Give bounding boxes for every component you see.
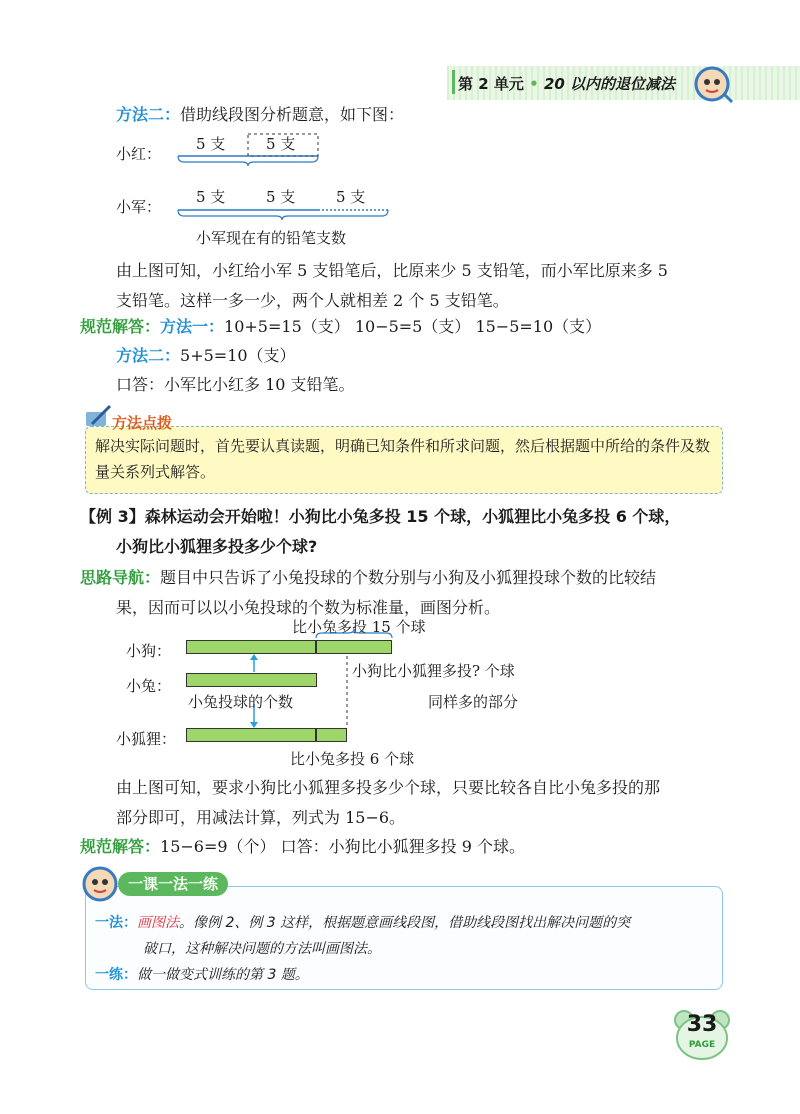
method2-label: 方法二： (116, 105, 181, 124)
para2-line2: 部分即可，用减法计算，列式为 15−6。 (116, 808, 406, 827)
xiaojun-label: 小军： (116, 198, 162, 216)
page-word: PAGE (688, 1040, 716, 1050)
method-tip-title: 方法点拨 (112, 414, 173, 432)
fox-label: 小狐狸： (116, 730, 177, 748)
guide-label: 思路导航： (80, 568, 161, 587)
seg-label-4: 5 支 (266, 188, 296, 206)
para1-line2: 支铅笔。这样一多一少，两个人就相差 2 个 5 支铅笔。 (116, 291, 509, 310)
summary-fa-text1: 。像例 2、例 3 这样，根据题意画线段图，借助线段图找出解决问题的突 (179, 915, 631, 931)
page-number: 33 (686, 1012, 718, 1037)
xiaohong-label: 小红： (116, 145, 162, 163)
header-title (458, 73, 675, 94)
example3-line1 (80, 502, 680, 532)
answer1-line (80, 312, 601, 342)
unit-topic: 20 以内的退位减法 (543, 75, 676, 93)
seg-label-5: 5 支 (336, 188, 366, 206)
summary-fa-line2: 破口，这种解决问题的方法叫画图法。 (143, 941, 381, 957)
top-label: 比小兔多投 15 个球 (292, 618, 426, 636)
answer1-m1-text: 10+5=15（支） 10−5=5（支） 15−5=10（支） (224, 317, 602, 336)
header-separator: • (529, 75, 539, 93)
answer1-reply: 口答：小军比小红多 10 支铅笔。 (116, 375, 355, 394)
segment-diagram (170, 128, 400, 238)
method2-line (116, 100, 404, 130)
summary-fa-label: 一法： (95, 915, 137, 931)
answer1-m2-line (116, 341, 296, 371)
answer1-m2-label: 方法二： (116, 346, 181, 365)
summary-lian-text: 做一做变式训练的第 3 题。 (137, 967, 309, 983)
method-tip-text: 解决实际问题时，首先要认真读题，明确已知条件和所求问题，然后根据题中所给的条件及数量关系列式解答。 (95, 437, 711, 481)
example3-label: 【例 3】 (80, 507, 145, 526)
guide-line1 (80, 563, 656, 593)
guide-text1: 题目中只告诉了小兔投球的个数分别与小狗及小狐狸投球个数的比较结 (160, 568, 657, 587)
answer1-m2-text: 5+5=10（支） (180, 346, 296, 365)
answer1-label: 规范解答： (80, 317, 161, 336)
answer2-label: 规范解答： (80, 837, 161, 856)
header-mark (452, 70, 455, 94)
answer2-text: 15−6=9（个） 口答：小狗比小狐狸多投 9 个球。 (160, 837, 525, 856)
summary-fa-line1 (95, 912, 630, 932)
summary-lian-label: 一练： (95, 967, 137, 983)
seg-label-2: 5 支 (266, 135, 296, 153)
method2-text: 借助线段图分析题意，如下图： (180, 105, 405, 124)
rabbit-label: 小兔： (126, 677, 172, 695)
example3-line2: 小狗比小狐狸多投多少个球? (116, 537, 318, 556)
summary-title: 一课一法一练 (118, 872, 228, 896)
same-part-label: 同样多的部分 (428, 693, 519, 711)
brace-caption: 小军现在有的铅笔支数 (196, 229, 347, 247)
brush-icon (84, 404, 114, 430)
seg-label-3: 5 支 (196, 188, 226, 206)
bottom-label: 比小兔多投 6 个球 (290, 750, 415, 768)
summary-lian-line (95, 964, 309, 984)
unit-label: 第 2 单元 (458, 75, 524, 93)
guide-line2: 果，因而可以以小兔投球的个数为标准量，画图分析。 (116, 598, 501, 617)
answer2-line (80, 832, 525, 862)
rabbit-caption: 小兔投球的个数 (188, 693, 294, 711)
question-label: 小狗比小狐狸多投? 个球 (352, 662, 515, 680)
mascot-icon (692, 64, 736, 104)
para1-line1: 由上图可知，小红给小军 5 支铅笔后，比原来少 5 支铅笔，而小军比原来多 5 (116, 261, 668, 280)
seg-label-1: 5 支 (196, 135, 226, 153)
para2-line1: 由上图可知，要求小狗比小狐狸多投多少个球，只要比较各自比小兔多投的那 (116, 778, 661, 797)
dog-label: 小狗： (126, 642, 172, 660)
mascot-icon (80, 864, 122, 904)
summary-fa-method: 画图法 (137, 915, 179, 931)
answer1-m1-label: 方法一： (160, 317, 225, 336)
example3-text1: 森林运动会开始啦！小狗比小兔多投 15 个球，小狐狸比小兔多投 6 个球， (144, 507, 681, 526)
